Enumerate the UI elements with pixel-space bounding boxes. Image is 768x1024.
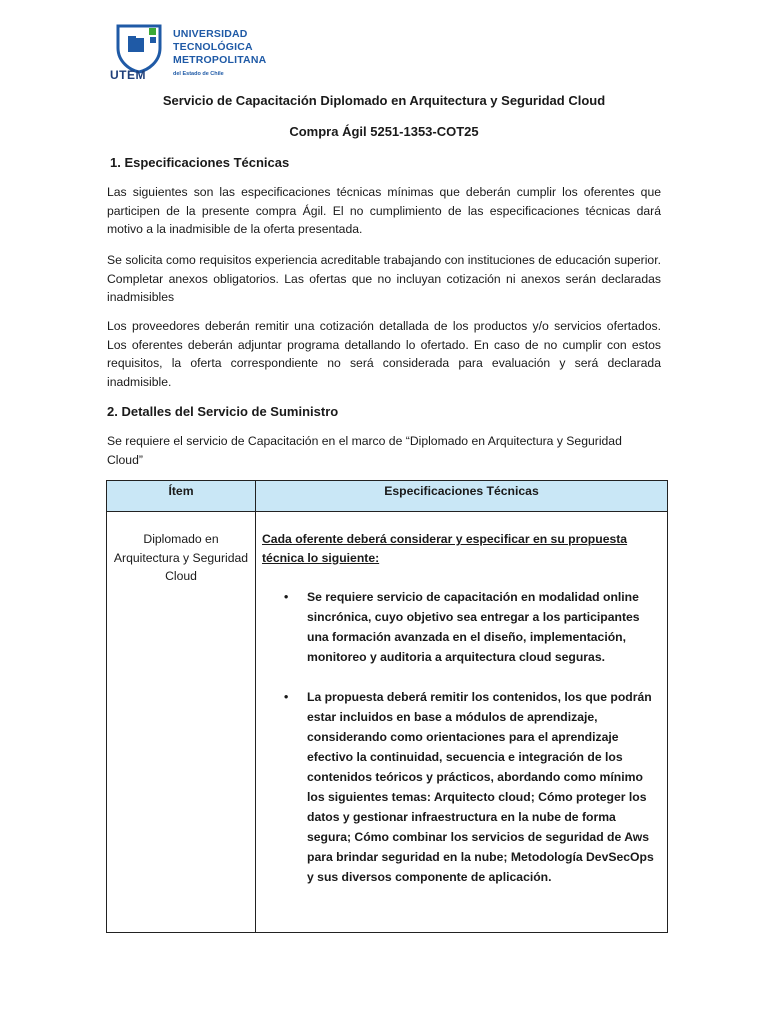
spec-bullet-list: [262, 587, 661, 887]
spec-bullet-text: La propuesta deberá remitir los contenidos, los que podrán estar incluidos en base a módulos de aprendizaje, considerando como orientaciones para el aprendizaje efectivo la continuidad, secuencia e integración de los contenidos teóricos y prácticos, abordando como mínimo los siguientes temas: Arquitecto cloud; Cómo proteger los datos y gestionar infraestructura en la nube de forma segura; Cómo combinar los servicios de seguridad de Aws para brindar seguridad en la nube; Metodología DevSecOps y sus diversos componente de aplicación.: [307, 690, 654, 884]
bullet-icon: •: [284, 690, 289, 704]
logo-utem-text: UTEM: [110, 68, 146, 82]
section-1-heading: 1. Especificaciones Técnicas: [110, 155, 290, 170]
document-subtitle: Compra Ágil 5251-1353-COT25: [289, 124, 479, 139]
table-header-row: [107, 481, 668, 512]
spec-bullet-item: [262, 687, 661, 887]
table-header-item: Ítem: [107, 481, 256, 512]
utem-logo: [110, 24, 280, 86]
spec-cell: [256, 512, 668, 933]
section-1-paragraph-2: Se solicita como requisitos experiencia acreditable trabajando con instituciones de educación superior. Completar anexos obligatorios. Las ofertas que no incluyan cotización ni anexos serán declaradas inadmisibles: [107, 253, 661, 304]
logo-name: [173, 28, 266, 67]
section-1-paragraph-1: Las siguientes son las especificaciones técnicas mínimas que deberán cumplir los oferentes que participen de la presente compra Ágil. El no cumplimiento de las especificaciones técnicas dará motivo a la inadmisible de la oferta presentada.: [107, 185, 661, 236]
spec-bullet-item: [262, 587, 661, 667]
logo-line-3: METROPOLITANA: [173, 54, 267, 66]
section-1-paragraph-3: Los proveedores deberán remitir una cotización detallada de los productos y/o servicios ofertados. Los oferentes deberán adjuntar programa detallando lo ofertado. En caso de no cumplir con estos requisitos, la oferta correspondiente no será considerada para evaluación y será declarada inadmisible.: [107, 319, 661, 389]
logo-subtitle: del Estado de Chile: [173, 71, 224, 77]
item-cell: Diplomado en Arquitectura y Seguridad Cloud: [107, 512, 256, 933]
section-2-heading: 2. Detalles del Servicio de Suministro: [107, 404, 339, 419]
logo-line-1: UNIVERSIDAD: [173, 28, 248, 40]
logo-line-2: TECNOLÓGICA: [173, 41, 253, 53]
spec-heading: Cada oferente deberá considerar y especificar en su propuesta técnica lo siguiente:: [262, 532, 628, 565]
utem-shield-icon: [116, 24, 172, 74]
table-row: [107, 512, 668, 933]
spec-bullet-text: Se requiere servicio de capacitación en modalidad online sincrónica, cuyo objetivo sea entregar a los participantes una formación avanzada en el diseño, implementación, monitoreo y auditoria a arquitectura cloud seguras.: [307, 590, 640, 664]
table-header-specs: Especificaciones Técnicas: [256, 481, 668, 512]
section-2-paragraph: Se requiere el servicio de Capacitación en el marco de “Diplomado en Arquitectura y Seguridad Cloud”: [107, 434, 622, 467]
specifications-table: [106, 480, 668, 933]
bullet-icon: •: [284, 590, 289, 604]
document-title: Servicio de Capacitación Diplomado en Arquitectura y Seguridad Cloud: [162, 93, 606, 108]
